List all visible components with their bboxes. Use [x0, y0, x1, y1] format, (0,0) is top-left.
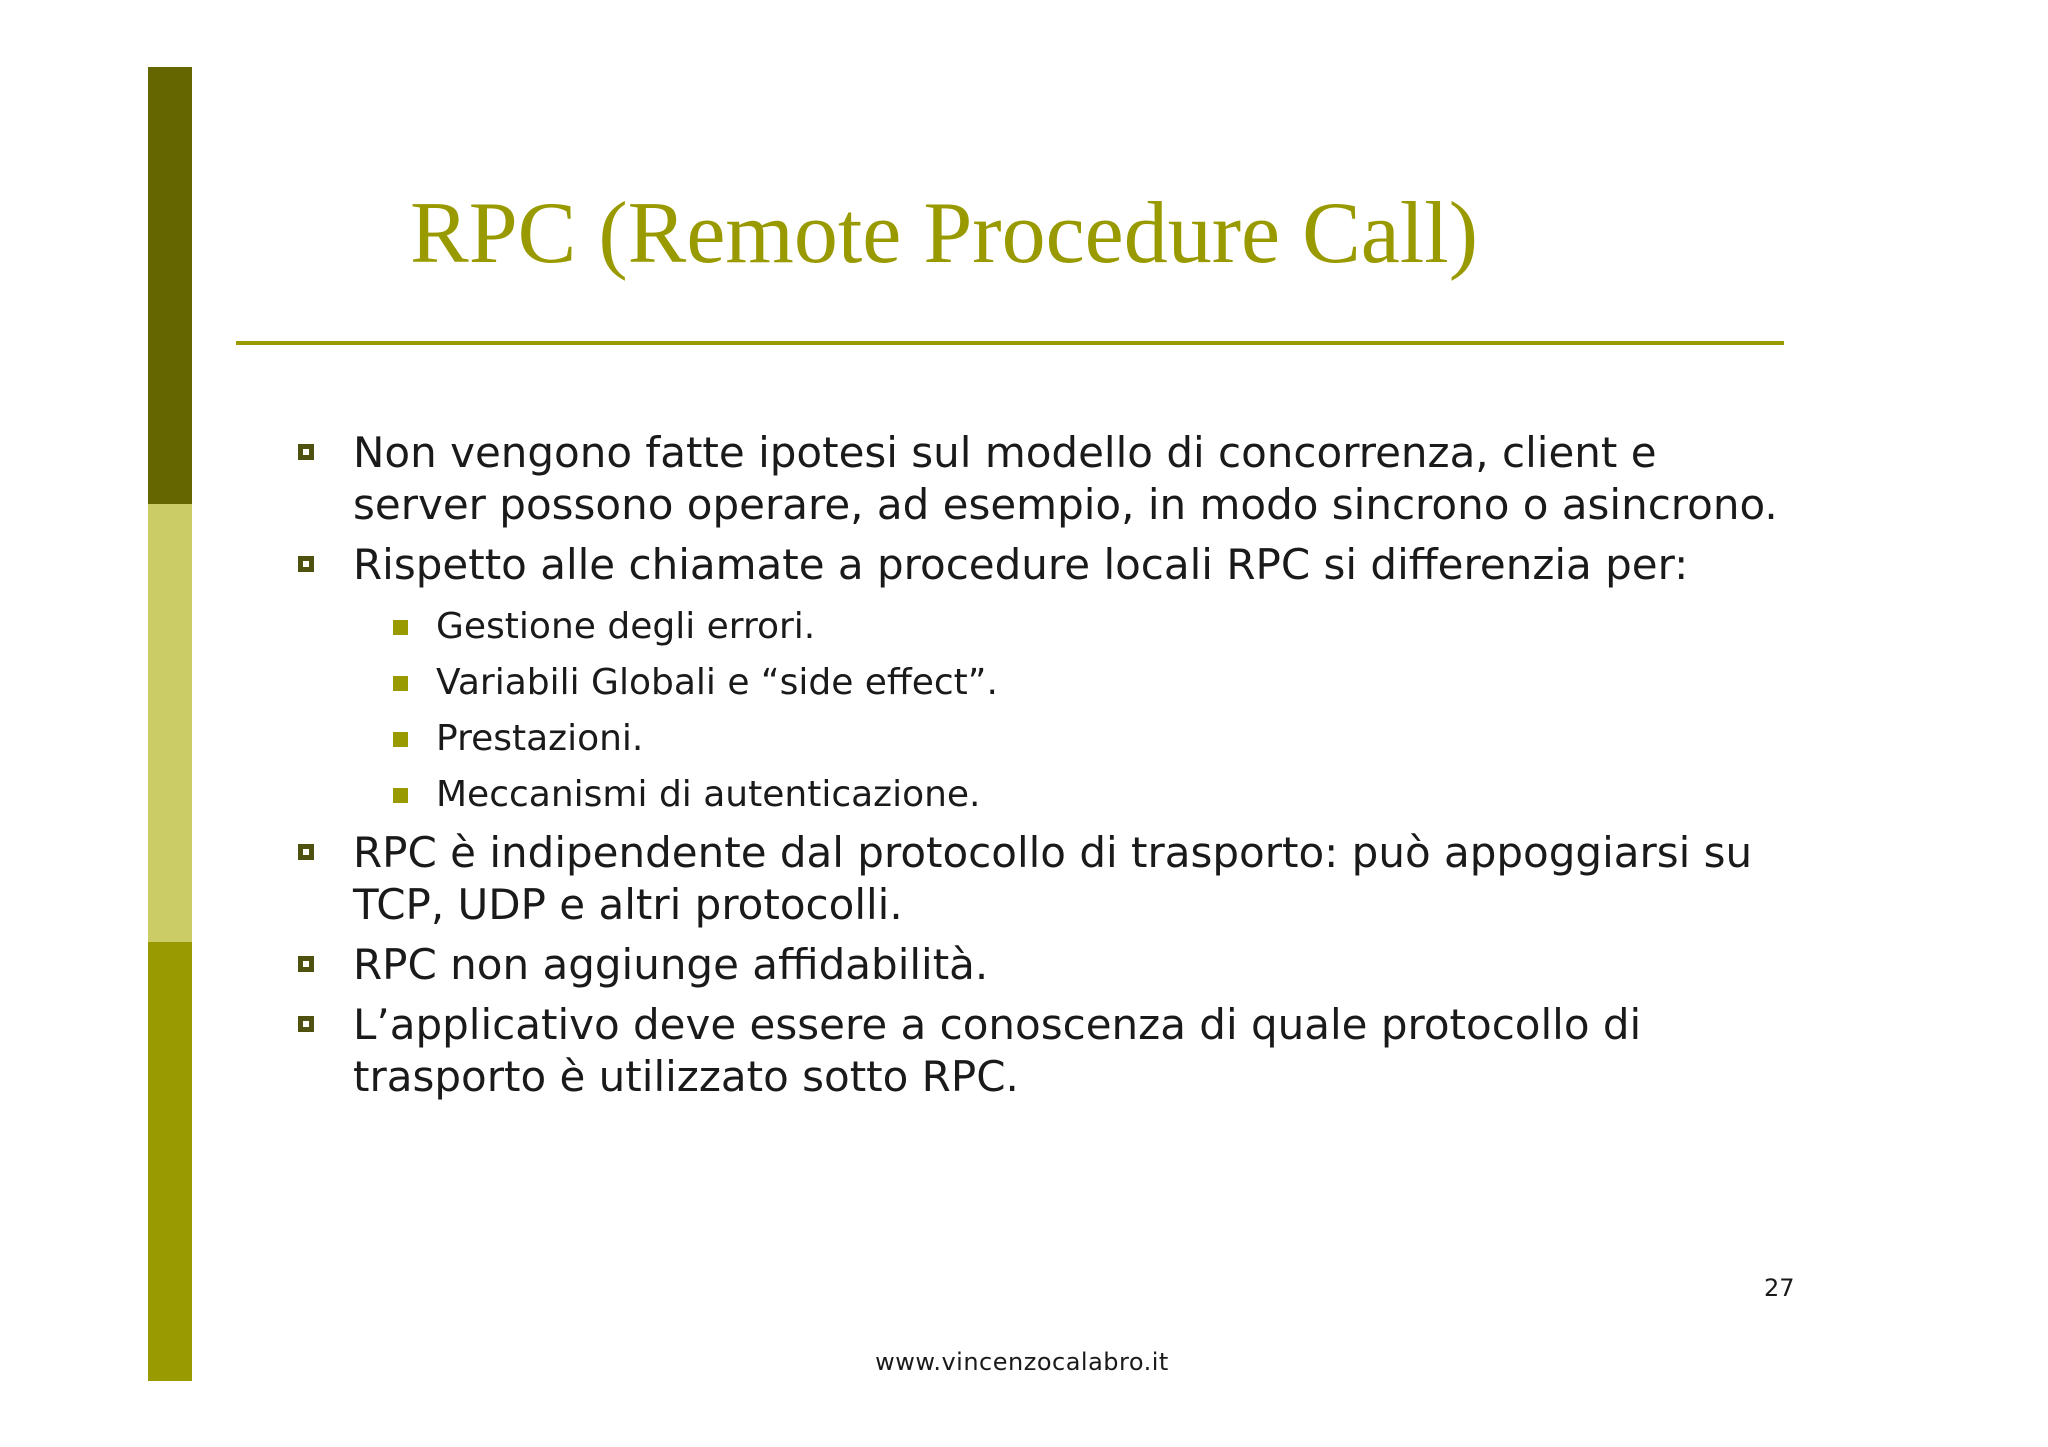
sub-bullet-text: Meccanismi di autenticazione. — [436, 774, 981, 815]
bullet-text: RPC è indipendente dal protocollo di trasporto: può appoggiarsi su TCP, UDP e altri protocolli. — [353, 828, 1753, 929]
filled-square-bullet-icon — [393, 620, 408, 635]
bullet-item — [290, 999, 1790, 1103]
hollow-square-bullet-icon — [298, 1016, 314, 1032]
bullet-text: Rispetto alle chiamate a procedure locali RPC si differenzia per: — [353, 540, 1689, 589]
slide-title: RPC (Remote Procedure Call) — [410, 185, 1479, 282]
side-accent-bar — [148, 67, 192, 1381]
title-divider — [236, 341, 1784, 345]
side-bar-segment-top — [148, 67, 192, 504]
bullet-text: L’applicativo deve essere a conoscenza di quale protocollo di trasporto è utilizzato sotto RPC. — [353, 1000, 1642, 1101]
footer-url-text: www.vincenzocalabro.it — [875, 1348, 1169, 1376]
sub-bullet-text: Gestione degli errori. — [436, 606, 816, 647]
filled-square-bullet-icon — [393, 788, 408, 803]
footer-url — [0, 1348, 2048, 1376]
bullet-item — [290, 427, 1790, 531]
sub-bullet-text: Variabili Globali e “side effect”. — [436, 662, 998, 703]
sub-bullet-list — [290, 599, 1790, 823]
sub-bullet-item — [290, 711, 1790, 767]
hollow-square-bullet-icon — [298, 956, 314, 972]
sub-bullet-item — [290, 767, 1790, 823]
side-bar-segment-middle — [148, 504, 192, 942]
filled-square-bullet-icon — [393, 732, 408, 747]
sub-bullet-item — [290, 655, 1790, 711]
sub-bullet-text: Prestazioni. — [436, 718, 644, 759]
bullet-text: Non vengono fatte ipotesi sul modello di concorrenza, client e server possono operare, ad esempio, in modo sincrono o asincrono. — [353, 428, 1778, 529]
hollow-square-bullet-icon — [298, 556, 314, 572]
sub-bullet-item — [290, 599, 1790, 655]
page-number: 27 — [1764, 1274, 1795, 1302]
hollow-square-bullet-icon — [298, 444, 314, 460]
side-bar-segment-bottom — [148, 942, 192, 1381]
bullet-item — [290, 939, 1790, 991]
hollow-square-bullet-icon — [298, 844, 314, 860]
bullet-item — [290, 539, 1790, 591]
bullet-text: RPC non aggiunge affidabilità. — [353, 940, 989, 989]
bullet-item — [290, 827, 1790, 931]
slide-body — [290, 427, 1790, 1111]
filled-square-bullet-icon — [393, 676, 408, 691]
